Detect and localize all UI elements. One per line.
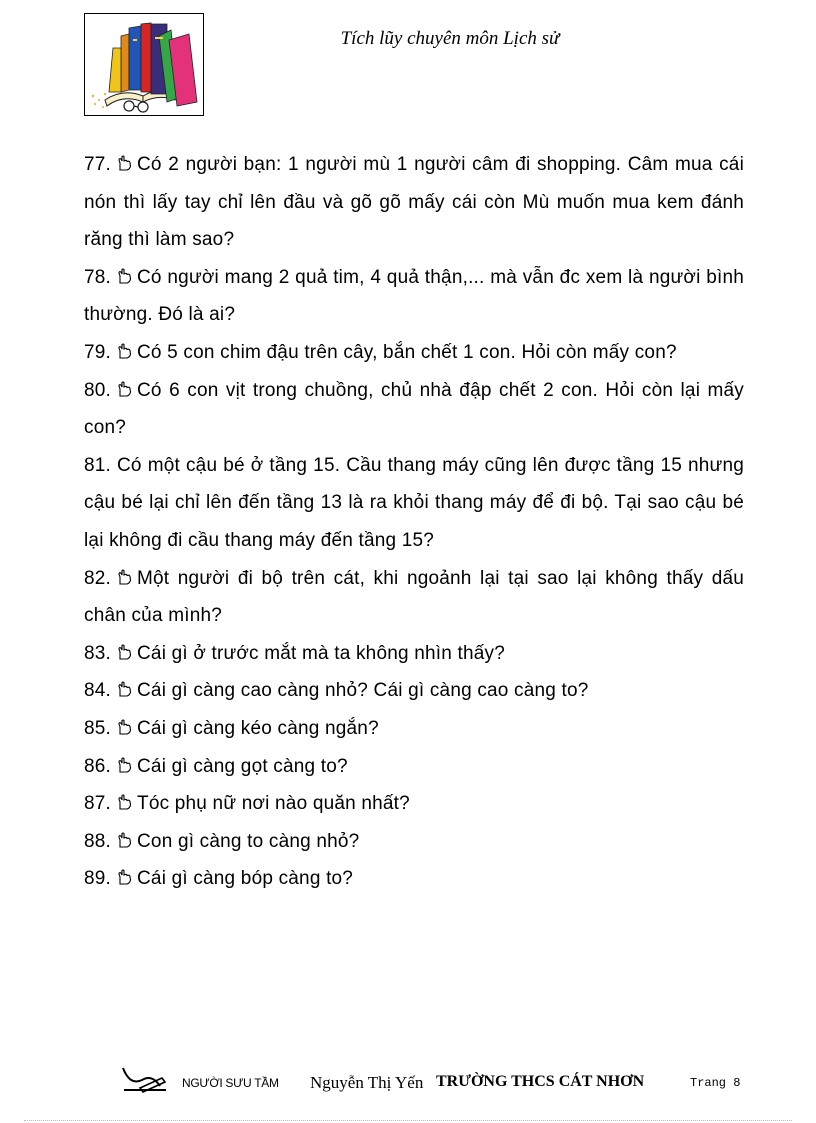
question-number: 77. <box>84 154 112 175</box>
question-number: 84. <box>84 680 112 702</box>
question-text: Cái gì càng bóp càng to? <box>137 868 354 890</box>
page-number: Trang 8 <box>690 1076 741 1090</box>
question-text: Cái gì càng cao càng nhỏ? Cái gì càng cao càng to? <box>137 680 589 702</box>
question-text: Có người mang 2 quả tim, 4 quả thận,... mà vẫn đc xem là người bình thường. Đó là ai? <box>84 266 744 326</box>
question-number: 82. <box>84 567 112 589</box>
question-number: 83. <box>84 642 112 664</box>
question-item <box>84 635 744 673</box>
pointing-hand-icon <box>117 343 133 359</box>
pointing-hand-icon <box>117 644 133 660</box>
signature-pen-icon <box>120 1064 168 1099</box>
question-item <box>84 860 744 898</box>
pointing-hand-icon <box>117 757 133 773</box>
header-title: Tích lũy chuyên môn Lịch sử <box>340 28 560 49</box>
question-number: 79. <box>84 341 112 363</box>
question-text: Có 6 con vịt trong chuồng, chủ nhà đập chết 2 con. Hỏi còn lại mấy con? <box>84 379 744 439</box>
question-number: 89. <box>84 868 112 890</box>
question-text: Cái gì ở trước mắt mà ta không nhìn thấy? <box>137 642 505 664</box>
question-text: Có một cậu bé ở tầng 15. Cầu thang máy cũng lên được tầng 15 nhưng cậu bé lại chỉ lên đến tầng 13 là ra khỏi thang máy để đi bộ. Tại sao cậu bé lại không đi cầu thang máy đến tầng 15? <box>84 454 744 551</box>
question-item <box>84 334 744 372</box>
books-icon <box>85 14 203 115</box>
pointing-hand-icon <box>117 681 133 697</box>
question-number: 78. <box>84 266 112 288</box>
pointing-hand-icon <box>117 569 133 585</box>
question-item <box>84 823 744 861</box>
bottom-divider <box>24 1120 792 1121</box>
collector-label: NGƯỜI SƯU TẦM <box>182 1076 279 1090</box>
question-text: Tóc phụ nữ nơi nào quăn nhất? <box>137 793 410 815</box>
pointing-hand-icon <box>117 719 133 735</box>
question-number: 88. <box>84 830 112 852</box>
question-text: Cái gì càng gọt càng to? <box>137 755 348 777</box>
page-footer <box>0 1064 816 1094</box>
question-item <box>84 560 744 635</box>
question-item <box>84 146 744 259</box>
question-text: Một người đi bộ trên cát, khi ngoảnh lại tại sao lại không thấy dấu chân của mình? <box>84 567 744 627</box>
question-item <box>84 710 744 748</box>
pointing-hand-icon <box>117 155 133 171</box>
question-item <box>84 372 744 447</box>
pointing-hand-icon <box>117 832 133 848</box>
question-list <box>84 146 744 898</box>
pointing-hand-icon <box>117 869 133 885</box>
question-number: 81. <box>84 454 112 476</box>
question-item <box>84 447 744 560</box>
question-text: Có 2 người bạn: 1 người mù 1 người câm đi shopping. Câm mua cái nón thì lấy tay chỉ lên đầu và gõ gõ mấy cái còn Mù muốn mua kem đánh răng thì làm sao? <box>84 154 744 251</box>
question-item <box>84 785 744 823</box>
school-name: TRƯỜNG THCS CÁT NHƠN <box>436 1073 645 1090</box>
question-item <box>84 748 744 786</box>
question-item <box>84 672 744 710</box>
pointing-hand-icon <box>117 381 133 397</box>
books-logo <box>84 13 204 116</box>
pointing-hand-icon <box>117 794 133 810</box>
question-text: Có 5 con chim đậu trên cây, bắn chết 1 con. Hỏi còn mấy con? <box>137 341 677 363</box>
question-number: 87. <box>84 793 112 815</box>
question-number: 85. <box>84 717 112 739</box>
question-number: 86. <box>84 755 112 777</box>
question-text: Cái gì càng kéo càng ngắn? <box>137 717 379 739</box>
author-name: Nguyễn Thị Yến <box>310 1073 424 1092</box>
question-item <box>84 259 744 334</box>
question-number: 80. <box>84 379 112 401</box>
question-text: Con gì càng to càng nhỏ? <box>137 830 360 852</box>
pointing-hand-icon <box>117 268 133 284</box>
